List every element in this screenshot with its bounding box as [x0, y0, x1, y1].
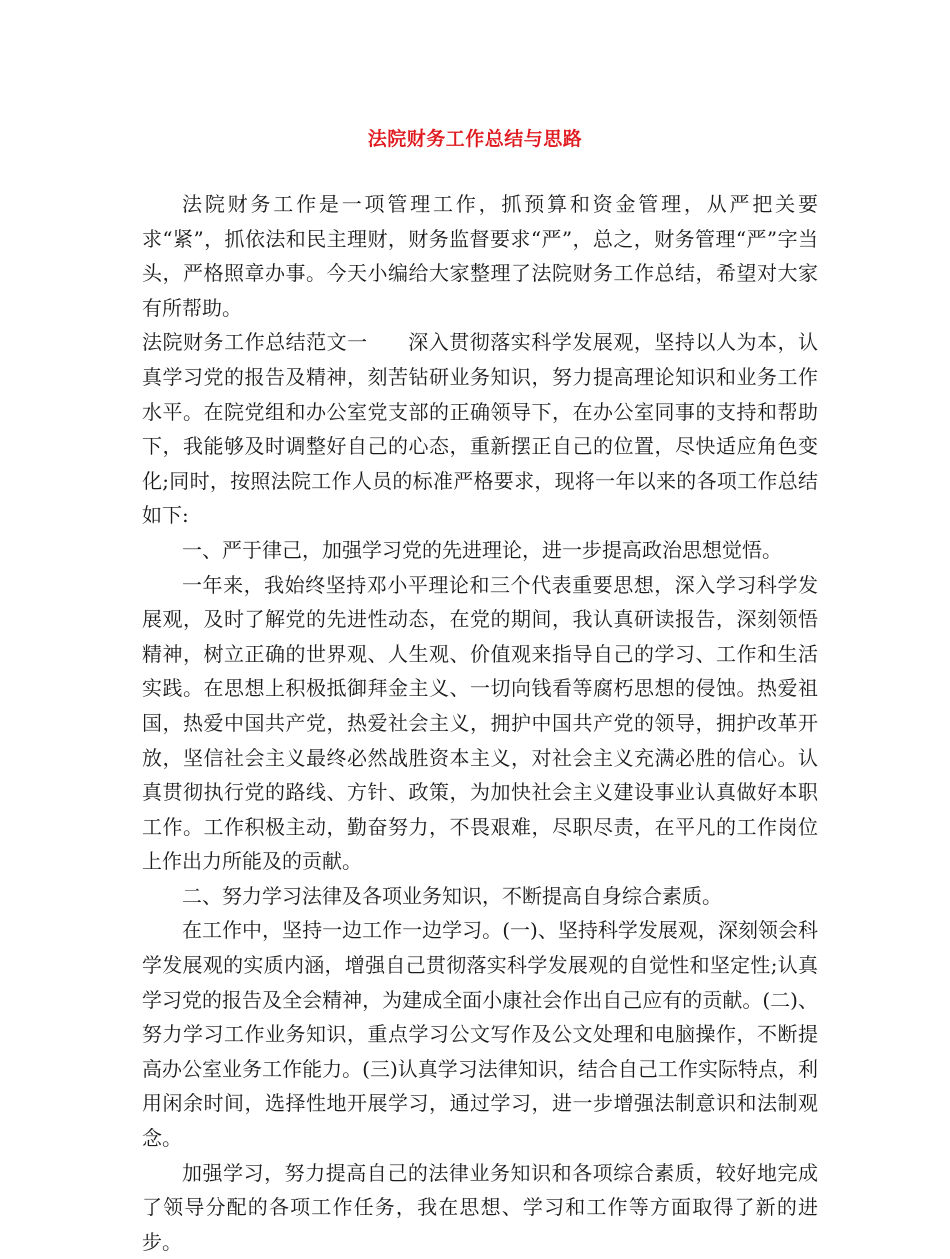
body-paragraph-3: 二、努力学习法律及各项业务知识，不断提高自身综合素质。: [182, 883, 722, 908]
intro-paragraph: 法院财务工作是一项管理工作，抓预算和资金管理，从严把关要求“紧”，抓依法和民主理财，财务监督要求“严”，总之，财务管理“严”字当头，严格照章办事。今天小编给大家整理了法院财务工作总结，希望对大家有所帮助。: [142, 192, 818, 320]
body-paragraph-4: 在工作中，坚持一边工作一边学习。(一)、坚持科学发展观，深刻领会科学发展观的实质内涵，增强自己贯彻落实科学发展观的自觉性和坚定性;认真学习党的报告及全会精神，为建成全面小康社会作出自己应有的贡献。(二)、努力学习工作业务知识，重点学习公文写作及公文处理和电脑操作，不断提高办公室业务工作能力。(三)认真学习法律知识，结合自己工作实际特点，利用闲余时间，选择性地开展学习，通过学习，进一步增强法制意识和法制观念。: [142, 918, 818, 1151]
body-paragraph-1: 一、严于律己，加强学习党的先进理论，进一步提高政治思想觉悟。: [182, 537, 782, 562]
body-paragraph-5: 加强学习，努力提高自己的法律业务知识和各项综合素质，较好地完成了领导分配的各项工作任务，我在思想、学习和工作等方面取得了新的进步。: [142, 1160, 818, 1254]
document-title: 法院财务工作总结与思路: [367, 128, 583, 150]
section-paragraph: [142, 325, 818, 533]
body-paragraph-2: 一年来，我始终坚持邓小平理论和三个代表重要思想，深入学习科学发展观，及时了解党的先进性动态，在党的期间，我认真研读报告，深刻领悟精神，树立正确的世界观、人生观、价值观来指导自己的学习、工作和生活实践。在思想上积极抵御拜金主义、一切向钱看等腐朽思想的侵蚀。热爱祖国，热爱中国共产党，热爱社会主义，拥护中国共产党的领导，拥护改革开放，坚信社会主义最终必然战胜资本主义，对社会主义充满必胜的信心。认真贯彻执行党的路线、方针、政策，为加快社会主义建设事业认真做好本职工作。工作积极主动，勤奋努力，不畏艰难，尽职尽责，在平凡的工作岗位上作出力所能及的贡献。: [142, 572, 818, 874]
document-body: [142, 187, 818, 1259]
section-opening: 深入贯彻落实科学发展观，坚持以人为本，认真学习党的报告及精神，刻苦钻研业务知识，努力提高理论知识和业务工作水平。在院党组和办公室党支部的正确领导下，在办公室同事的支持和帮助下，我能够及时调整好自己的心态，重新摆正自己的位置，尽快适应角色变化;同时，按照法院工作人员的标准严格要求，现将一年以来的各项工作总结如下:: [142, 330, 819, 528]
section-heading: 法院财务工作总结范文一: [142, 330, 368, 355]
